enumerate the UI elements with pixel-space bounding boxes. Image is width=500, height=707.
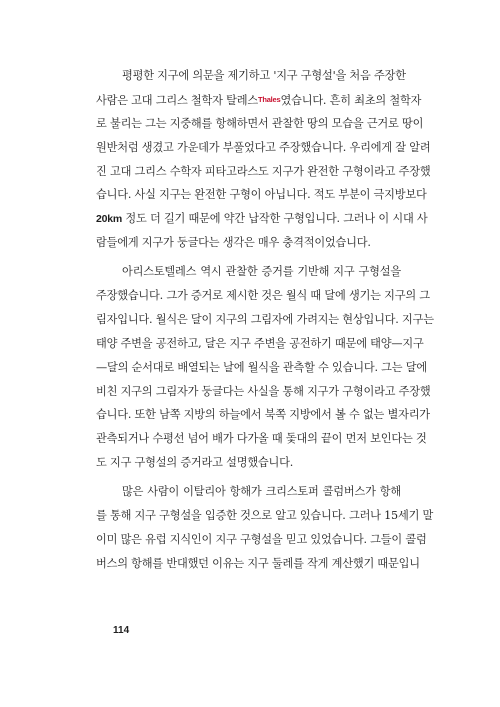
text-line: 비친 지구의 그림자가 둥글다는 사실을 통해 지구가 구형이라고 주장했 [96,384,431,398]
text-line: 주장했습니다. 그가 증거로 제시한 것은 월식 때 달에 생기는 지구의 그 [96,289,430,303]
text-line [96,207,428,231]
distance-value: 20km [96,213,123,226]
body-text [96,64,434,576]
text-line: 많은 사람이 이탈리아 항해가 크리스토퍼 콜럼버스가 항해 [122,485,401,499]
text-line: —달의 순서대로 배열되는 날에 월식을 관측할 수 있습니다. 그는 달에 [96,360,427,374]
text-line: 태양 주변을 공전하고, 달은 지구 주변을 공전하기 때문에 태양—지구 [96,336,424,350]
text-line: 아리스토텔레스 역시 관찰한 증거를 기반해 지구 구형설을 [122,265,401,279]
page-number: 114 [113,625,130,636]
text-line: 평평한 지구에 의문을 제기하고 '지구 구형설'을 처음 주장한 [122,69,406,82]
text-line: 진 고대 그리스 수학자 피타고라스도 지구가 완전한 구형이라고 주장했 [96,164,431,178]
text-segment: 사람은 고대 그리스 철학자 탈레스 [96,93,258,107]
text-segment: 정도 더 길기 때문에 약간 납작한 구형입니다. 그러나 이 시대 사 [122,212,428,226]
text-line: 림자입니다. 월식은 달이 지구의 그림자에 가려지는 현상입니다. 지구는 [96,312,434,326]
text-line [96,88,422,112]
text-line: 습니다. 사실 지구는 완전한 구형이 아닙니다. 적도 부분이 극지방보다 [96,188,427,202]
text-line: 이미 많은 유럽 지식인이 지구 구형설을 믿고 있었습니다. 그들이 콜럼 [96,532,427,546]
text-line: 관측되거나 수평선 넘어 배가 다가올 때 돛대의 끝이 먼저 보인다는 것 [96,432,427,446]
annotation-thales: Thales [257,94,281,104]
text-line: 도 지구 구형설의 증거라고 설명했습니다. [96,456,294,470]
text-line: 를 통해 지구 구형설을 입증한 것으로 알고 있습니다. 그러나 15세기 말 [96,509,434,523]
text-line: 람들에게 지구가 둥글다는 생각은 매우 충격적이었습니다. [96,236,371,250]
text-line: 버스의 항해를 반대했던 이유는 지구 둘레를 작게 계산했기 때문입니 [96,556,420,570]
text-segment: 였습니다. 흔히 최초의 철학자 [280,93,422,107]
text-line: 로 불리는 그는 지중해를 항해하면서 관찰한 땅의 모습을 근거로 땅이 [96,116,424,130]
text-line: 원반처럼 생겼고 가운데가 부풀었다고 주장했습니다. 우리에게 잘 알려 [96,140,431,154]
text-line: 습니다. 또한 남쪽 지방의 하늘에서 북쪽 지방에서 볼 수 없는 별자리가 [96,408,430,422]
